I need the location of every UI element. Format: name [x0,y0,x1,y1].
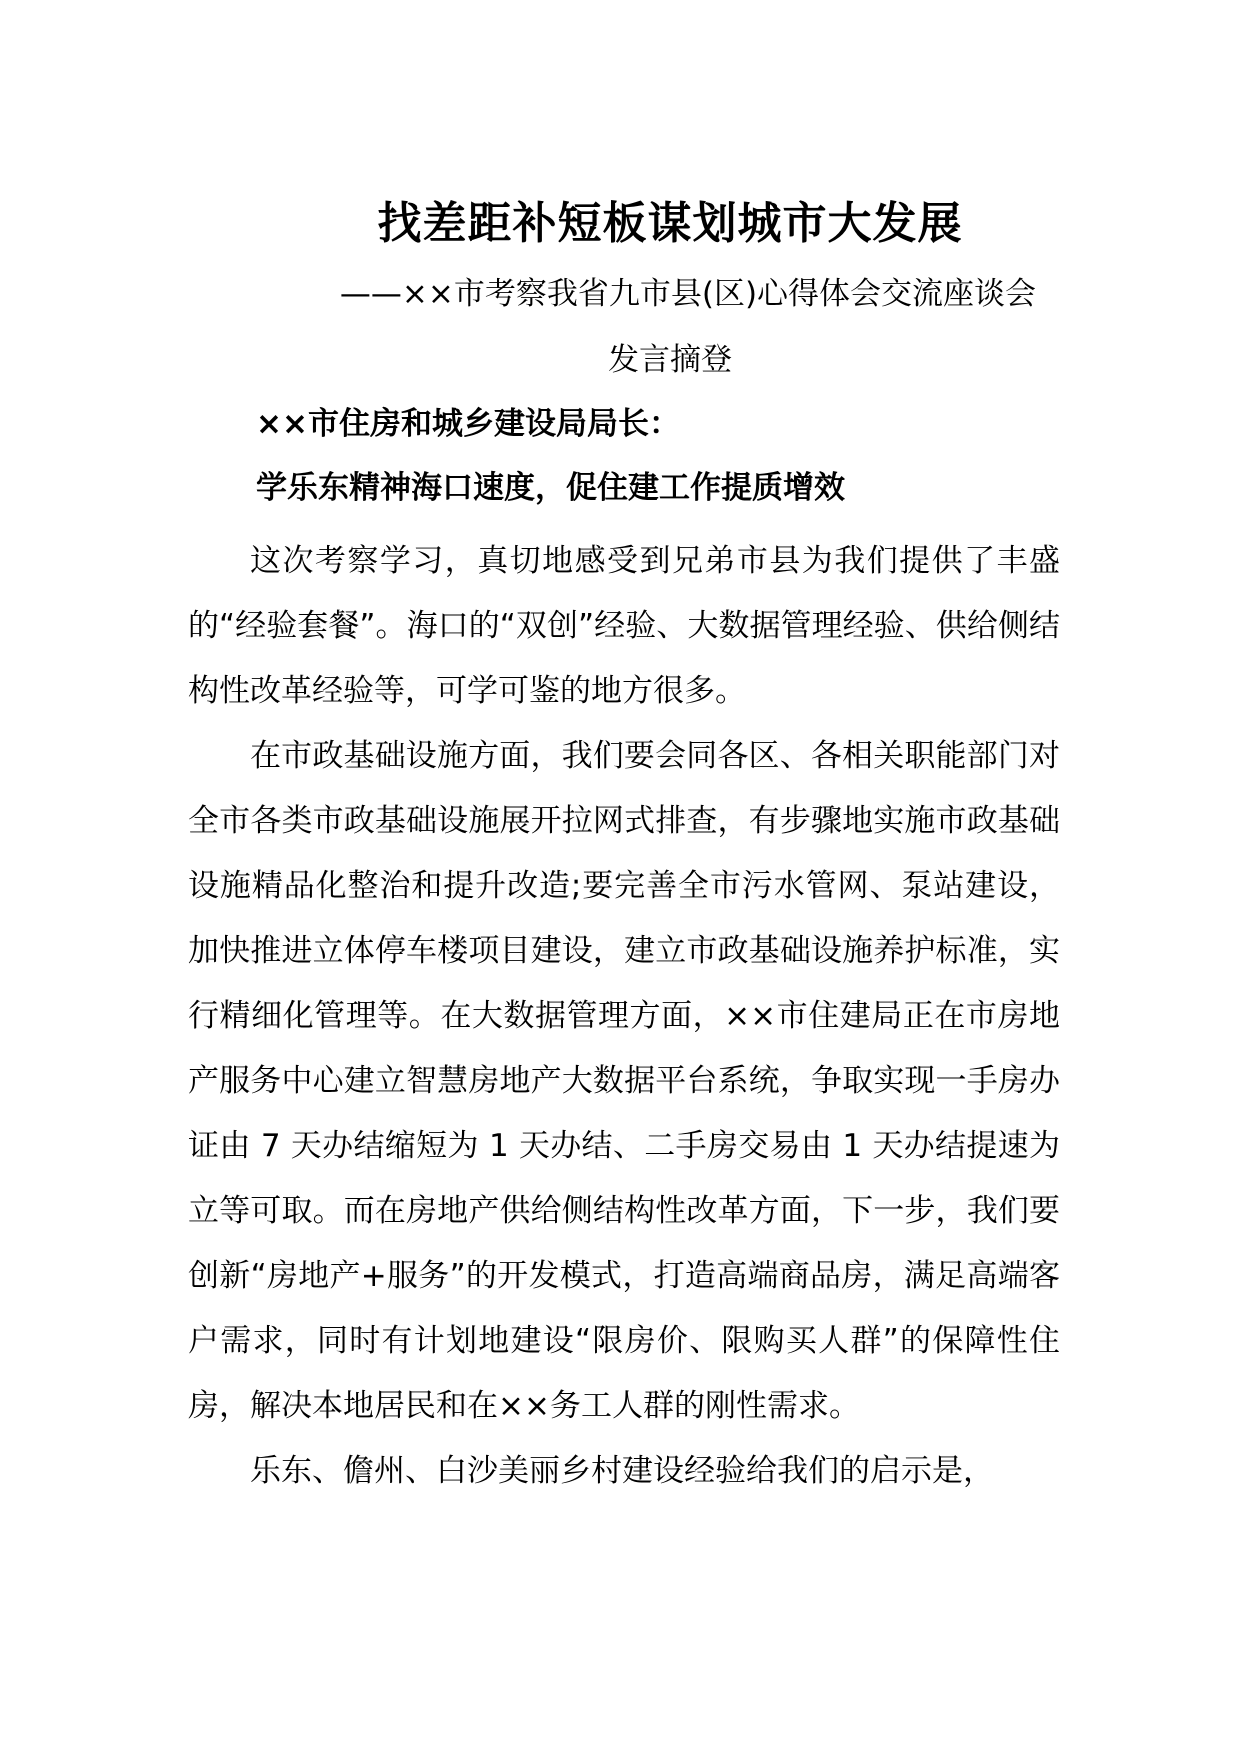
document-subtitle: ——××市考察我省九市县(区)心得体会交流座谈会 [339,276,1037,312]
paragraph: 这次考察学习，真切地感受到兄弟市县为我们提供了丰盛的“经验套餐”。海口的“双创”经验、大数据管理经验、供给侧结构性改革经验等，可学可鉴的地方很多。 [188,543,1060,709]
paragraph: 乐东、儋州、白沙美丽乡村建设经验给我们的启示是， [250,1453,994,1489]
speaker-heading: ××市住房和城乡建设局局长： [256,406,680,442]
document-subtitle-continued: 发言摘登 [608,342,732,378]
paragraph: 在市政基础设施方面，我们要会同各区、各相关职能部门对全市各类市政基础设施展开拉网式排查，有步骤地实施市政基础设施精品化整治和提升改造;要完善全市污水管网、泵站建设，加快推进立体停车楼项目建设，建立市政基础设施养护标准，实行精细化管理等。在大数据管理方面，××市住建局正在市房地产服务中心建立智慧房地产大数据平台系统，争取实现一手房办证由 7 天办结缩短为 1 天办结、二手房交易由 1 天办结提速为立等可取。而在房地产供给侧结构性改革方面，下一步，我们要创新“房地产+服务”的开发模式，打造高端商品房，满足高端客户需求，同时有计划地建设“限房价、限购买人群”的保障性住房，解决本地居民和在××务工人群的刚性需求。 [188,738,1060,1424]
body-text [188,529,1060,1504]
section-heading: 学乐东精神海口速度，促住建工作提质增效 [256,470,845,506]
document-title: 找差距补短板谋划城市大发展 [377,198,963,249]
